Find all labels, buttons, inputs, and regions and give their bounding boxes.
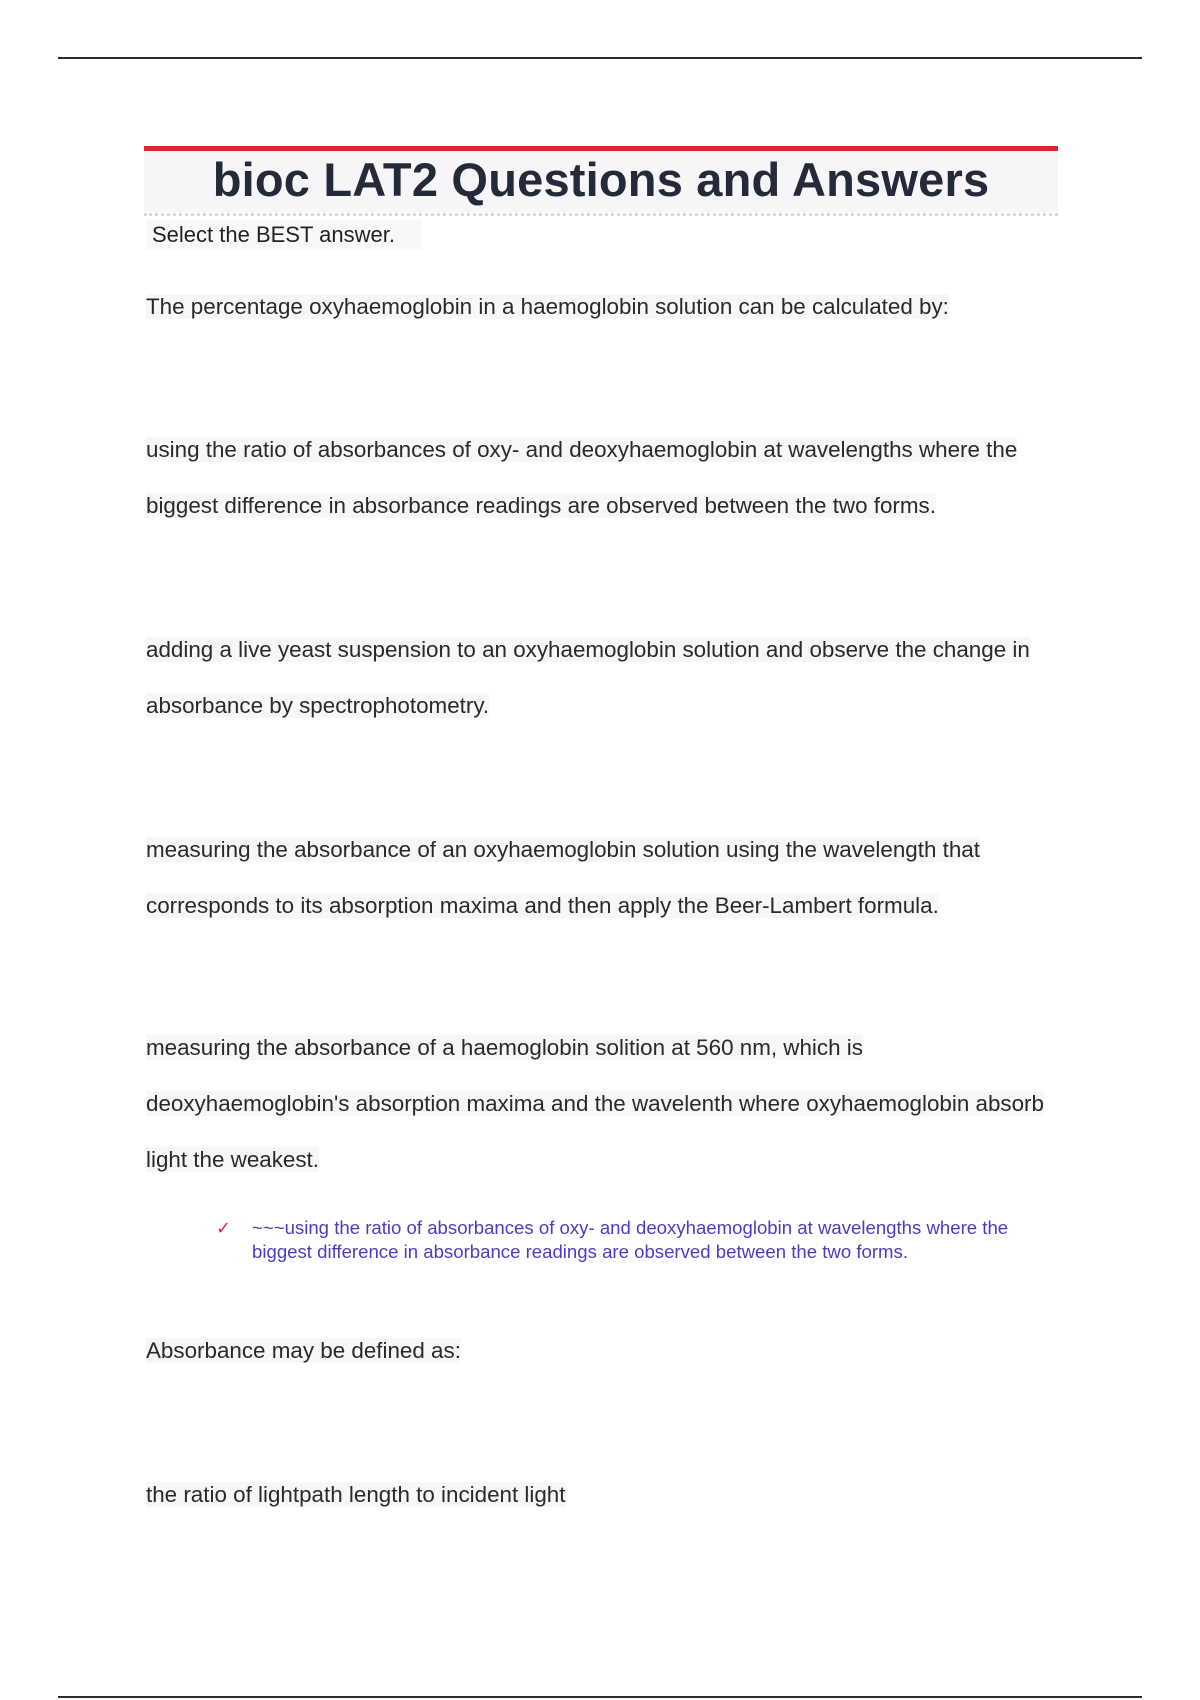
document-title: bioc LAT2 Questions and Answers xyxy=(212,153,990,206)
question-1-option-3: measuring the absorbance of an oxyhaemoglobin solution using the wavelength that corresponds to its absorption maxima and then apply the Beer-Lambert formula. xyxy=(146,837,980,918)
title-banner xyxy=(144,146,1058,212)
question-2-text: Absorbance may be defined as: xyxy=(146,1338,461,1363)
page-top-rule xyxy=(58,57,1142,59)
instruction-text: Select the BEST answer. xyxy=(146,220,422,250)
question-1-option-4: measuring the absorbance of a haemoglobin solition at 560 nm, which is deoxyhaemoglobin's absorption maxima and the wavelenth where oxyhaemoglobin absorb light the weakest. xyxy=(146,1035,1044,1172)
question-2-option-1: the ratio of lightpath length to incident light xyxy=(146,1482,566,1507)
check-icon: ✓ xyxy=(216,1218,232,1238)
question-1-option-2: adding a live yeast suspension to an oxyhaemoglobin solution and observe the change in absorbance by spectrophotometry. xyxy=(146,637,1030,718)
question-1-answer xyxy=(216,1216,1056,1264)
page-bottom-rule xyxy=(58,1696,1142,1698)
question-1-option-1: using the ratio of absorbances of oxy- and deoxyhaemoglobin at wavelengths where the biggest difference in absorbance readings are observed between the two forms. xyxy=(146,437,1018,518)
answer-text: ~~~using the ratio of absorbances of oxy- and deoxyhaemoglobin at wavelengths where the biggest difference in absorbance readings are observed between the two forms. xyxy=(252,1217,1009,1262)
question-1-text: The percentage oxyhaemoglobin in a haemoglobin solution can be calculated by: xyxy=(146,294,949,319)
